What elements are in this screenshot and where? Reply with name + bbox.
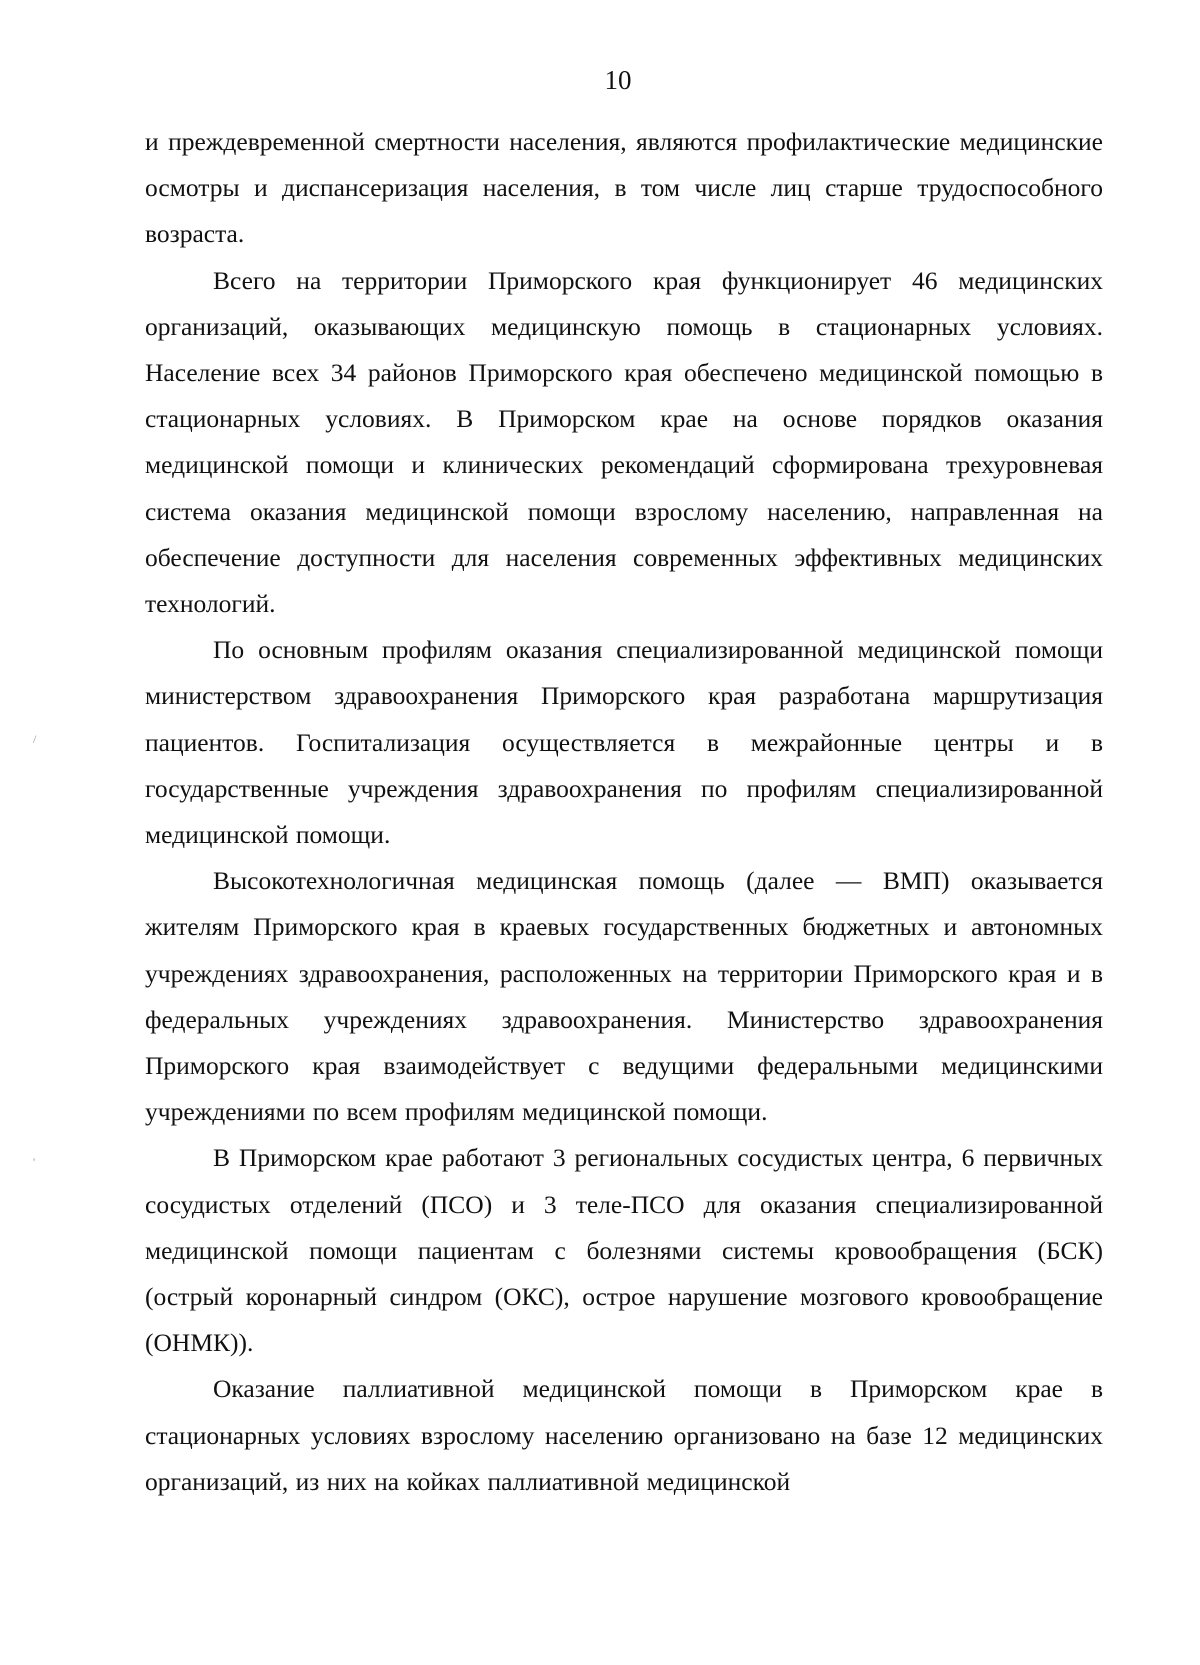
paragraph: Высокотехнологичная медицинская помощь (далее — ВМП) оказывается жителям Приморского края в краевых государственных бюджетных и автономных учреждениях здравоохранения, расположенных на территории Приморского края и в федеральных учреждениях здравоохранения. Министерство здравоохранения Приморского края взаимодействует с ведущими федеральными медицинскими учреждениями по всем профилям медицинской помощи. [145,866,1103,1127]
margin-mark: / [33,732,37,746]
page-number: 10 [604,65,632,95]
document-body [145,119,1103,1505]
paragraph: В Приморском крае работают 3 региональных сосудистых центра, 6 первичных сосудистых отделений (ПСО) и 3 теле-ПСО для оказания специализированной медицинской помощи пациентам с болезнями системы кровообращения (БСК) (острый коронарный синдром (ОКС), острое нарушение мозгового кровообращение (ОНМК)). [145,1143,1103,1358]
paragraph: и преждевременной смертности населения, являются профилактические медицинские осмотры и диспансеризация населения, в том числе лиц старше трудоспособного возраста. [145,127,1103,249]
paragraph: По основным профилям оказания специализированной медицинской помощи министерством здравоохранения Приморского края разработана маршрутизация пациентов. Госпитализация осуществляется в межрайонные центры и в государственные учреждения здравоохранения по профилям специализированной медицинской помощи. [145,635,1103,850]
paragraph: Оказание паллиативной медицинской помощи в Приморском крае в стационарных условиях взрослому населению организовано на базе 12 медицинских организаций, из них на койках паллиативной медицинской [145,1374,1103,1496]
paragraph: Всего на территории Приморского края функционирует 46 медицинских организаций, оказывающих медицинскую помощь в стационарных условиях. Население всех 34 районов Приморского края обеспечено медицинской помощью в стационарных условиях. В Приморском крае на основе порядков оказания медицинской помощи и клинических рекомендаций сформирована трехуровневая система оказания медицинской помощи взрослому населению, направленная на обеспечение доступности для населения современных эффективных медицинских технологий. [145,265,1103,619]
margin-mark: ' [33,1155,36,1169]
